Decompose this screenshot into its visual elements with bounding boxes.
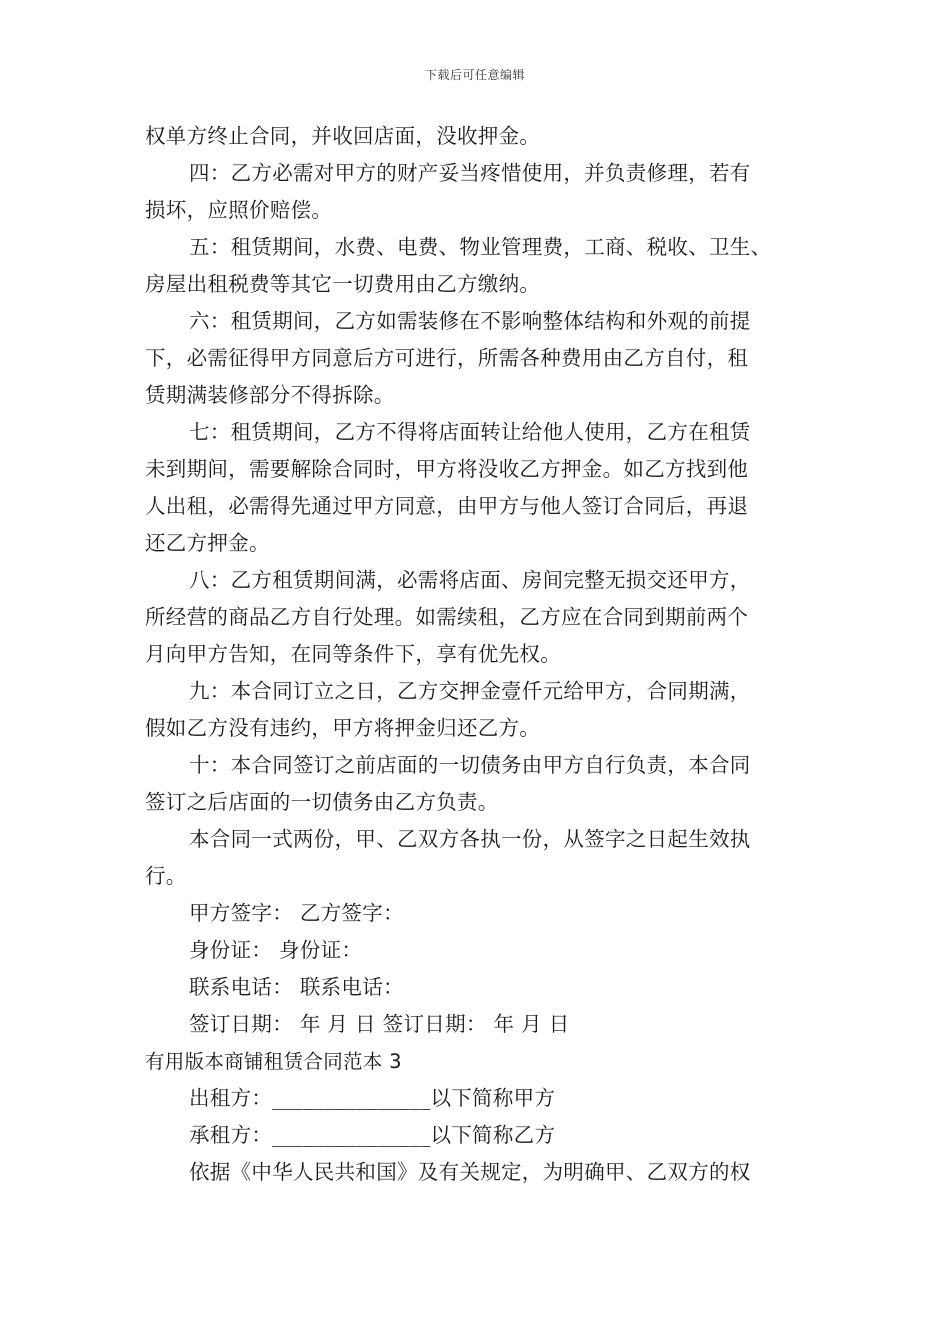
text-line: 七：租赁期间，乙方不得将店面转让给他人使用，乙方在租赁 (189, 420, 751, 444)
text-line: 人出租，必需得先通过甲方同意，由甲方与他人签订合同后，再退 (145, 494, 749, 518)
text-line: 六：租赁期间，乙方如需装修在不影响整体结构和外观的前提 (189, 309, 751, 333)
text-line: 出租方：_______________以下简称甲方 (189, 1086, 556, 1110)
text-line: 签订之后店面的一切债务由乙方负责。 (145, 790, 499, 814)
text-line: 签订日期： 年 月 日 签订日期： 年 月 日 (189, 1012, 570, 1036)
text-line: 联系电话： 联系电话： (189, 975, 404, 999)
section-title: 有用版本商铺租赁合同范本 3 (145, 1050, 402, 1073)
text-line: 甲方签字： 乙方签字： (189, 901, 404, 925)
text-line: 身份证： 身份证： (189, 938, 363, 962)
text-line: 所经营的商品乙方自行处理。如需续租，乙方应在合同到期前两个 (145, 605, 749, 629)
text-line: 行。 (145, 864, 187, 888)
text-line: 本合同一式两份，甲、乙双方各执一份，从签字之日起生效执 (189, 827, 751, 851)
text-line: 赁期满装修部分不得拆除。 (145, 383, 395, 407)
text-line: 房屋出租税费等其它一切费用由乙方缴纳。 (145, 272, 541, 296)
text-line: 五：租赁期间，水费、电费、物业管理费，工商、税收、卫生、 (189, 235, 772, 259)
text-line: 未到期间，需要解除合同时，甲方将没收乙方押金。如乙方找到他 (145, 457, 749, 481)
text-line: 承租方：_______________以下简称乙方 (189, 1123, 556, 1147)
text-line: 权单方终止合同，并收回店面，没收押金。 (145, 124, 541, 148)
text-line: 八：乙方租赁期间满，必需将店面、房间完整无损交还甲方， (189, 568, 751, 592)
document-body (145, 118, 825, 1191)
text-line: 月向甲方告知，在同等条件下，享有优先权。 (145, 642, 561, 666)
text-line: 下，必需征得甲方同意后方可进行，所需各种费用由乙方自付，租 (145, 346, 749, 370)
text-line: 还乙方押金。 (145, 531, 270, 555)
text-line: 十：本合同签订之前店面的一切债务由甲方自行负责，本合同 (189, 753, 751, 777)
page-header-note: 下载后可任意编辑 (424, 68, 525, 82)
text-line: 依据《中华人民共和国》及有关规定，为明确甲、乙双方的权 (189, 1160, 751, 1184)
text-line: 假如乙方没有违约，甲方将押金归还乙方。 (145, 716, 541, 740)
text-line: 四：乙方必需对甲方的财产妥当疼惜使用，并负责修理，若有 (189, 161, 751, 185)
text-line: 九：本合同订立之日，乙方交押金壹仟元给甲方，合同期满， (189, 679, 751, 703)
text-line: 损坏，应照价赔偿。 (145, 198, 333, 222)
